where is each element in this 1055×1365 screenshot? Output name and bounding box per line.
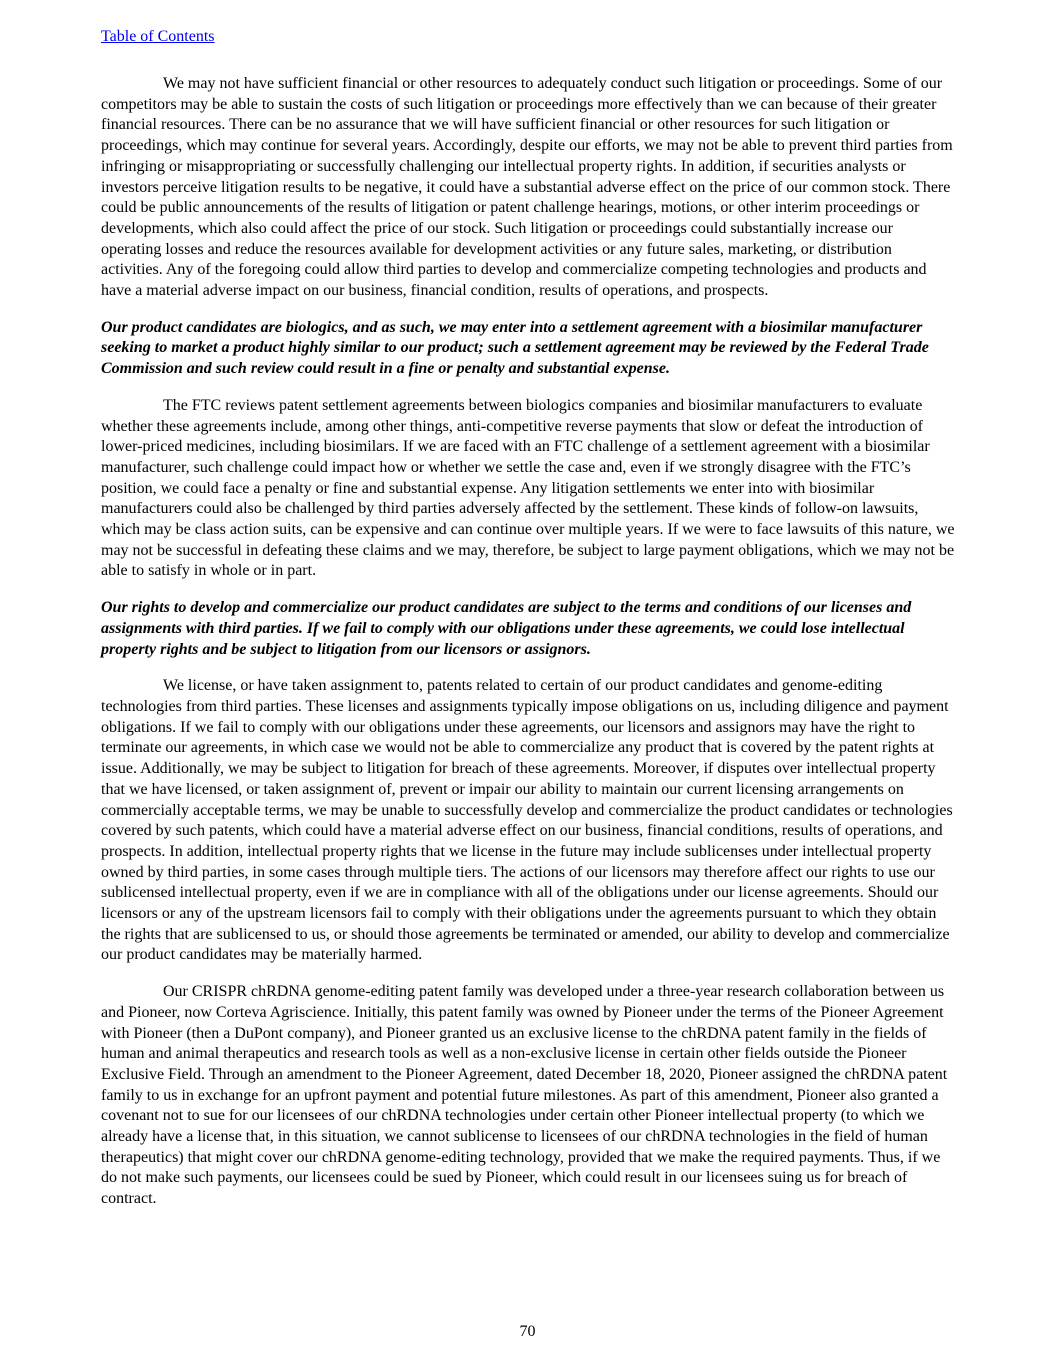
risk-heading-biosimilar-settlement: Our product candidates are biologics, and as such, we may enter into a settlement agreement with a biosimilar manufacturer seeking to market a product highly similar to our product; such a settlement agreement may be reviewed by the Federal Trade Commission and such review could result in a fine or penalty and substantial expense. xyxy=(101,318,929,378)
paragraph-litigation-resources: We may not have sufficient financial or other resources to adequately conduct such litigation or proceedings. Some of our competitors may be able to sustain the costs of such litigation or proceedings more effectively than we can because of their greater financial resources. There can be no assurance that we will have sufficient financial or other resources for such litigation or proceedings, which may continue for several years. Accordingly, despite our efforts, we may not be able to prevent third parties from infringing or misappropriating or successfully challenging our intellectual property rights. In addition, if securities analysts or investors perceive litigation results to be negative, it could have a substantial adverse effect on the price of our common stock. There could be public announcements of the results of litigation or patent challenge hearings, motions, or other interim proceedings or developments, which also could affect the price of our stock. Such litigation or proceedings could substantially increase our operating losses and reduce the resources available for development activities or any future sales, marketing, or distribution activities. Any of the foregoing could allow third parties to develop and commercialize competing technologies and products and have a material adverse impact on our business, financial condition, results of operations, and prospects. xyxy=(101,75,953,300)
page-number: 70 xyxy=(519,1323,536,1340)
paragraph-ftc-review: The FTC reviews patent settlement agreements between biologics companies and biosimilar manufacturers to evaluate whether these agreements include, among other things, anti-competitive reverse payments that slow or defeat the introduction of lower-priced medicines, including biosimilars. If we are faced with an FTC challenge of a settlement agreement with a biosimilar manufacturer, such challenge could impact how or whether we settle the case and, even if we strongly disagree with the FTC’s position, we could face a penalty or fine and substantial expense. Any litigation settlements we enter into with biosimilar manufacturers could also be challenged by third parties adversely affected by the settlement. These kinds of follow-on lawsuits, which may be class action suits, can be expensive and can continue over multiple years. If we were to face lawsuits of this nature, we may not be successful in defeating these claims and we may, therefore, be subject to large payment obligations, which we may not be able to satisfy in whole or in part. xyxy=(101,396,955,580)
table-of-contents-link[interactable]: Table of Contents xyxy=(101,28,215,45)
document-body xyxy=(101,74,957,1226)
paragraph-crispr-chrdna: Our CRISPR chRDNA genome-editing patent family was developed under a three-year research collaboration between us and Pioneer, now Corteva Agriscience. Initially, this patent family was owned by Pioneer under the terms of the Pioneer Agreement with Pioneer (then a DuPont company), and Pioneer granted us an exclusive license to the chRDNA patent family in the fields of human and animal therapeutics and research tools as well as a non-exclusive license in certain other fields outside the Pioneer Exclusive Field. Through an amendment to the Pioneer Agreement, dated December 18, 2020, Pioneer assigned the chRDNA patent family to us in exchange for an upfront payment and potential future milestones. As part of this amendment, Pioneer also granted a covenant not to sue for our licensees of our chRDNA technologies under certain other Pioneer intellectual property (to which we already have a license that, in this situation, we cannot sublicense to licensees of our chRDNA technologies in the field of human therapeutics) that might cover our chRDNA genome-editing technology, provided that we make the required payments. Thus, if we do not make such payments, our licensees could be sued by Pioneer, which could result in our licensees suing us for breach of contract. xyxy=(101,983,948,1208)
paragraph-license-obligations: We license, or have taken assignment to, patents related to certain of our product candidates and genome-editing technologies from third parties. These licenses and assignments typically impose obligations on us, including diligence and payment obligations. If we fail to comply with our obligations under these agreements, our licensors and assignors may have the right to terminate our agreements, in which case we would not be able to commercialize any product that is covered by the patent rights at issue. Additionally, we may be subject to litigation for breach of these agreements. Moreover, if disputes over intellectual property that we have licensed, or taken assignment of, prevent or impair our ability to maintain our current licensing arrangements on commercially acceptable terms, we may be unable to successfully develop and commercialize the product candidates or technologies covered by such patents, which could have a material adverse effect on our business, financial conditions, results of operations, and prospects. In addition, intellectual property rights that we license in the future may include sublicenses under intellectual property owned by third parties, in some cases through multiple tiers. The actions of our licensors may therefore affect our rights to use our sublicensed intellectual property, even if we are in compliance with all of the obligations under our license agreements. Should our licensors or any of the upstream licensors fail to comply with their obligations under the agreements pursuant to which they obtain the rights that are sublicensed to us, or should those agreements be terminated or amended, our ability to develop and commercialize our product candidates may be materially harmed. xyxy=(101,677,953,964)
risk-heading-licenses-assignments: Our rights to develop and commercialize our product candidates are subject to the terms and conditions of our licenses and assignments with third parties. If we fail to comply with our obligations under these agreements, we could lose intellectual property rights and be subject to litigation from our licensors or assignors. xyxy=(101,599,912,658)
